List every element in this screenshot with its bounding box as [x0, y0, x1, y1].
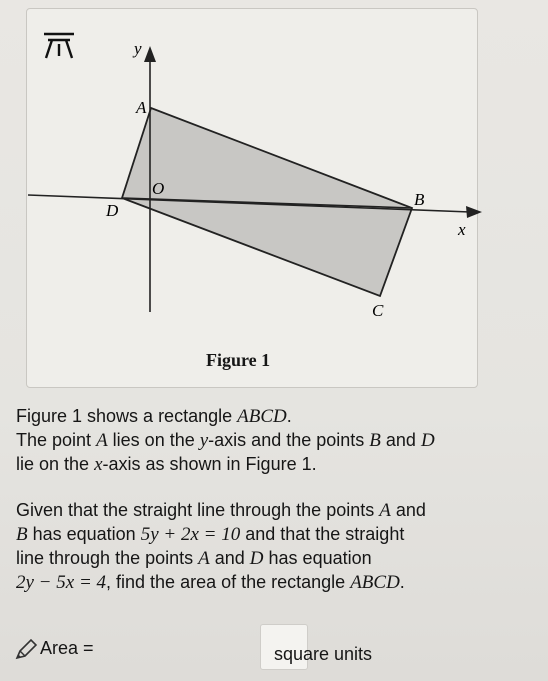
question-line-6: line through the points A and D has equation: [16, 548, 372, 569]
question-line-1: Figure 1 shows a rectangle ABCD.: [16, 406, 292, 427]
y-axis-arrowhead: [144, 46, 156, 62]
question-line-7: 2y − 5x = 4, find the area of the rectangle ABCD.: [16, 572, 405, 593]
figure-caption: Figure 1: [206, 350, 271, 370]
units-label: square units: [274, 644, 373, 664]
rectangle-abcd: [122, 108, 412, 296]
area-label: Area =: [40, 638, 94, 658]
question-line-3: lie on the x-axis as shown in Figure 1.: [16, 454, 317, 475]
label-d: D: [106, 201, 119, 220]
bookmark-icon[interactable]: [44, 34, 74, 58]
question-line-2: The point A lies on the y-axis and the points B and D: [16, 430, 435, 451]
label-b: B: [414, 190, 425, 209]
x-axis-arrowhead: [466, 206, 482, 218]
question-line-4: Given that the straight line through the points A and: [16, 500, 426, 521]
pencil-icon: [12, 636, 40, 664]
label-x: x: [458, 220, 466, 239]
question-line-5: B has equation 5y + 2x = 10 and that the straight: [16, 524, 405, 545]
label-a: A: [136, 98, 147, 117]
label-o: O: [152, 179, 165, 198]
label-c: C: [372, 301, 384, 320]
label-y: y: [134, 39, 142, 58]
